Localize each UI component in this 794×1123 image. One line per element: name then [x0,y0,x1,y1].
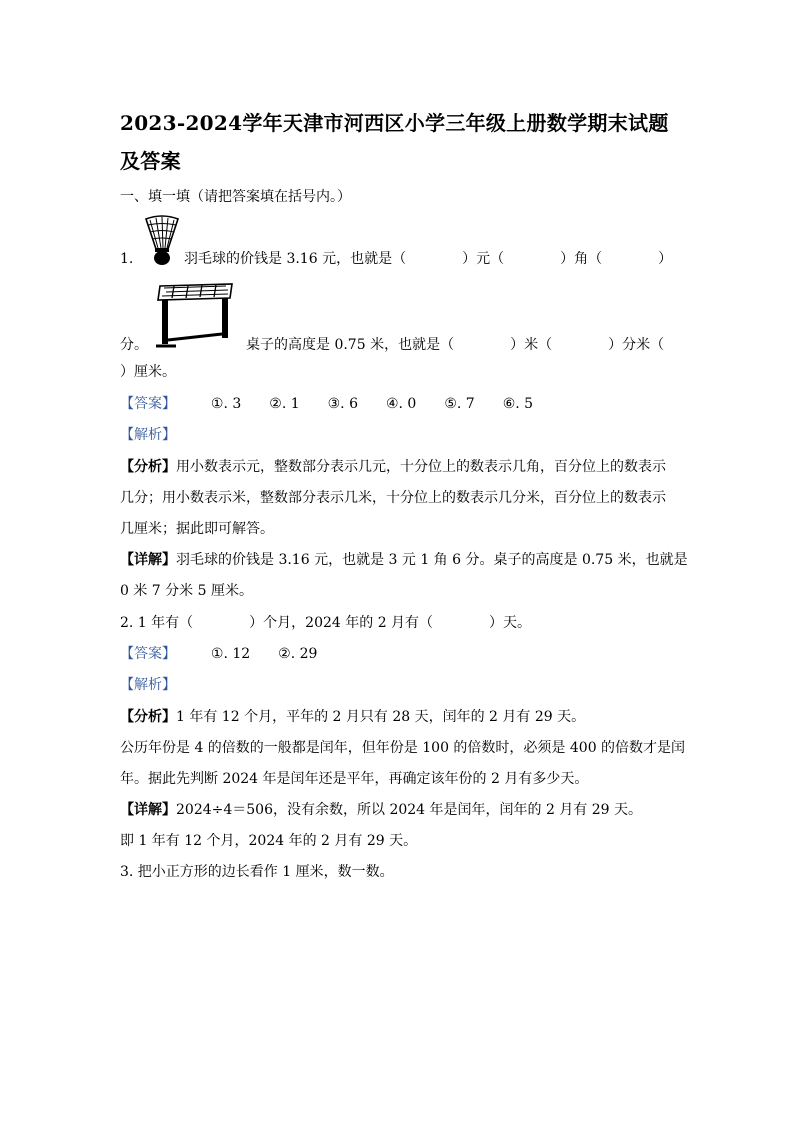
q2-detail [120,800,642,820]
q1-text-line3: ）厘米。 [120,364,176,380]
answer-tag: 【答案】 [120,646,176,662]
answer-values: ①. 3 ②. 1 ③. 6 ④. 0 ⑤. 7 ⑥. 5 [210,396,534,412]
q1-detail-line2: 0 米 7 分米 5 厘米。 [120,583,253,599]
q2-analysis [120,707,585,727]
analysis-text: 1 年有 12 个月，平年的 2 月只有 28 天，闰年的 2 月有 29 天。 [176,709,586,725]
q1-jiexi: 【解析】 [120,427,176,443]
analysis-tag: 【分析】 [120,459,176,475]
q1-text-unit: 分。 [120,337,148,353]
analysis-text: 用小数表示元，整数部分表示几元，十分位上的数表示几角，百分位上的数表示 [176,459,666,475]
q2-jiexi: 【解析】 [120,677,176,693]
q2-detail-line2: 即 1 年有 12 个月，2024 年的 2 月有 29 天。 [120,833,418,849]
answer-values: ①. 12 ②. 29 [210,646,318,662]
q2-analysis-line3: 年。据此先判断 2024 年是闰年还是平年，再确定该年份的 2 月有多少天。 [120,771,589,787]
detail-tag: 【详解】 [120,802,176,818]
table-icon [154,280,236,350]
detail-text: 羽毛球的价钱是 3.16 元，也就是 3 元 1 角 6 分。桌子的高度是 0.75 米，也就是 [176,552,688,568]
section-heading: 一、填一填（请把答案填在括号内。） [120,189,351,205]
q2-answer [120,644,317,664]
q3-text: 3. 把小正方形的边长看作 1 厘米，数一数。 [120,864,394,880]
q1-text-line1: 羽毛球的价钱是 3.16 元，也就是（ ）元（ ）角（ ） [184,251,673,267]
q2-text: 2. 1 年有（ ）个月，2024 年的 2 月有（ ）天。 [120,615,532,631]
analysis-tag: 【分析】 [120,709,176,725]
q2-analysis-line2: 公历年份是 4 的倍数的一般都是闰年，但年份是 100 的倍数时，必须是 400 的倍数才是闰 [120,740,686,756]
document-title: 2023-2024学年天津市河西区小学三年级上册数学期末试题及答案 [120,111,669,173]
shuttlecock-icon [142,215,182,267]
q1-analysis-line2: 几分；用小数表示米，整数部分表示几米，十分位上的数表示几分米，百分位上的数表示 [120,490,666,506]
q1-analysis [120,457,666,477]
q1-detail [120,550,688,570]
detail-tag: 【详解】 [120,552,176,568]
q1-analysis-line3: 几厘米；据此即可解答。 [120,521,274,537]
answer-tag: 【答案】 [120,396,176,412]
q1-answer [120,394,533,414]
detail-text: 2024÷4＝506，没有余数，所以 2024 年是闰年，闰年的 2 月有 29 天。 [176,802,643,818]
q1-text-line2: 桌子的高度是 0.75 米，也就是（ ）米（ ）分米（ [246,337,665,353]
q1-number: 1. [120,251,134,267]
